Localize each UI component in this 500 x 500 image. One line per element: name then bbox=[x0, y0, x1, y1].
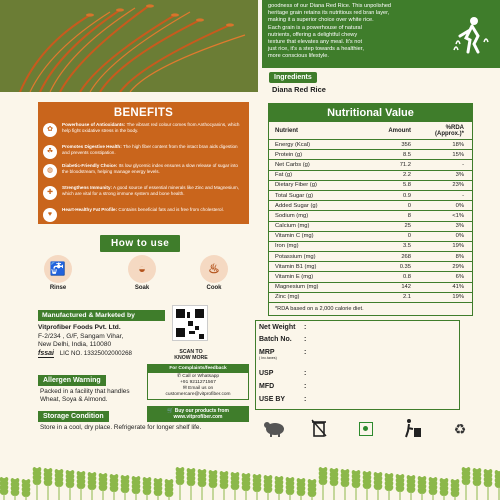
benefit-title: Heart-Healthy Fat Profile: bbox=[62, 207, 118, 212]
colon: : bbox=[304, 336, 307, 343]
description-line: texture that elevates any meal. It's not bbox=[268, 39, 363, 46]
net-weight-label: Net Weight bbox=[259, 324, 296, 331]
address-line-2: New Delhi, India, 110080 bbox=[38, 341, 112, 348]
ingredients-value: Diana Red Rice bbox=[272, 85, 326, 94]
nutrient-rda: 8% bbox=[414, 252, 472, 262]
nutrient-name: Magnesium (mg) bbox=[269, 282, 369, 292]
nutrient-name: Dietary Fiber (g) bbox=[269, 180, 369, 190]
nutrient-rda: 29% bbox=[414, 262, 472, 272]
use-by-row bbox=[259, 396, 307, 403]
nutrient-amount: 0.9 bbox=[369, 190, 414, 200]
nutrient-rda: <1% bbox=[414, 211, 472, 221]
qr-code[interactable] bbox=[172, 305, 208, 341]
nutrient-amount: 268 bbox=[369, 252, 414, 262]
description-line: goodness of our Diana Red Rice. This unpolished bbox=[268, 3, 392, 9]
nutrient-amount: 71.2 bbox=[369, 160, 414, 170]
benefit-text: Contains beneficial fats and is free from cholesterol. bbox=[117, 207, 224, 212]
nutrient-amount: 5.8 bbox=[369, 180, 414, 190]
website-link[interactable]: www.vitprofiber.com bbox=[173, 414, 223, 420]
company-name: Vitprofiber Foods Pvt. Ltd. bbox=[38, 324, 121, 331]
description-line: making it a superior choice over white rice. bbox=[268, 17, 374, 24]
buy-online-banner[interactable] bbox=[147, 406, 249, 422]
nutrient-name: Iron (mg) bbox=[269, 241, 369, 251]
nutrient-rda: 0% bbox=[414, 201, 472, 211]
description-line: just rice, it's a step towards a healthier, bbox=[268, 46, 364, 53]
benefit-text: Its low glycemic index ensures a slow release of sugar into the bloodstream, helping manage energy levels. bbox=[62, 163, 238, 174]
mrp-label: MRP bbox=[259, 349, 275, 356]
person-bin-icon bbox=[402, 418, 424, 440]
nutrient-rda: - bbox=[414, 160, 472, 170]
nutrient-rda: 19% bbox=[414, 241, 472, 251]
ingredients-label: Ingredients bbox=[269, 72, 317, 83]
nutrient-rda: 23% bbox=[414, 180, 472, 190]
nutrition-row bbox=[269, 231, 472, 241]
qr-caption-line: SCAN TO bbox=[179, 349, 203, 355]
antioxidant-icon: ✿ bbox=[43, 123, 57, 137]
nutrient-rda: 18% bbox=[414, 140, 472, 150]
nutrition-row bbox=[269, 180, 472, 190]
mfd-label: MFD bbox=[259, 383, 275, 390]
step-label: Soak bbox=[134, 285, 150, 291]
nutrition-row bbox=[269, 292, 472, 302]
allergen-line: Wheat, Soya & Almond. bbox=[40, 396, 108, 404]
nutrition-table bbox=[268, 103, 473, 316]
farmer-planting-icon bbox=[448, 14, 490, 56]
nutrition-row bbox=[269, 282, 472, 292]
usp-row bbox=[259, 370, 307, 377]
nutrition-row bbox=[269, 272, 472, 282]
nutrient-rda: 6% bbox=[414, 272, 472, 282]
colon: : bbox=[304, 396, 307, 403]
description-line: nutrients, offering a delightful chewy bbox=[268, 31, 358, 38]
manufacturer-block bbox=[38, 310, 165, 350]
allergen-text bbox=[40, 388, 150, 404]
heart-icon: ♥ bbox=[43, 208, 57, 222]
nutrition-row bbox=[269, 190, 472, 200]
nutrient-name: Fat (g) bbox=[269, 170, 369, 180]
fssai-logo: fssai bbox=[38, 350, 54, 357]
nutrition-title: Nutritional Value bbox=[269, 104, 472, 122]
step-soak bbox=[128, 255, 156, 291]
nutrition-row bbox=[269, 201, 472, 211]
nutrient-amount: 3.5 bbox=[369, 241, 414, 251]
address-line-1: F-2/234 , G/F, Sangam Vihar, bbox=[38, 332, 124, 340]
nutrient-rda: - bbox=[414, 190, 472, 200]
nutrient-amount: 142 bbox=[369, 282, 414, 292]
complaints-box bbox=[147, 364, 249, 400]
mrp-subtext: ( Inc.taxes) bbox=[259, 356, 277, 360]
phone-icon: ✆ bbox=[176, 374, 181, 379]
how-to-use-title: How to use bbox=[100, 235, 180, 252]
description-line: Each grain is a powerhouse of natural bbox=[268, 24, 362, 31]
phone-number[interactable]: +91 9211271567 bbox=[180, 380, 216, 385]
email-icon: ✉ bbox=[182, 386, 187, 391]
nutrient-amount: 8.5 bbox=[369, 150, 414, 160]
nutrient-amount: 8 bbox=[369, 211, 414, 221]
license-number: LIC NO. 13325002000268 bbox=[59, 350, 132, 357]
colon: : bbox=[304, 383, 307, 390]
benefit-text: The high fiber content from the intact bran aids digestion and prevents constipation. bbox=[62, 144, 238, 155]
call-label: Call or Whatsapp bbox=[182, 374, 220, 379]
digestion-icon: ☘ bbox=[43, 145, 57, 159]
header-nutrient: Nutrient bbox=[269, 122, 369, 140]
benefit-item bbox=[43, 185, 243, 196]
qr-caption bbox=[170, 349, 212, 361]
nutrient-name: Calcium (mg) bbox=[269, 221, 369, 231]
nutrient-amount: 0.35 bbox=[369, 262, 414, 272]
fssai-license bbox=[38, 350, 132, 358]
header-amount: Amount bbox=[369, 122, 414, 140]
dustbin-icon bbox=[308, 418, 330, 440]
nutrition-row bbox=[269, 170, 472, 180]
nutrient-name: Vitamin B1 (mg) bbox=[269, 262, 369, 272]
benefit-item bbox=[43, 122, 243, 133]
use-by-label: USE BY bbox=[259, 396, 286, 403]
step-cook bbox=[200, 255, 228, 291]
nutrient-rda: 0% bbox=[414, 231, 472, 241]
glucose-icon: ◍ bbox=[43, 164, 57, 178]
storage-text: Store in a cool, dry place. Refrigerate for longer shelf life. bbox=[40, 424, 202, 431]
certification-icons bbox=[255, 414, 477, 444]
nutrition-row bbox=[269, 262, 472, 272]
make-in-india-icon bbox=[261, 418, 283, 440]
colon: : bbox=[304, 324, 307, 331]
manufacturer-heading: Manufactured & Marketed by bbox=[38, 310, 165, 321]
nutrient-amount: 2.2 bbox=[369, 170, 414, 180]
nutrient-amount: 0 bbox=[369, 201, 414, 211]
email-address[interactable]: customercare@vitprofiber.com bbox=[165, 392, 231, 397]
benefit-title: Strengthens Immunity: bbox=[62, 185, 113, 190]
colon: : bbox=[304, 370, 307, 377]
colon: : bbox=[304, 349, 307, 356]
nutrition-row bbox=[269, 150, 472, 160]
immunity-icon: ✚ bbox=[43, 186, 57, 200]
batch-info-box bbox=[255, 320, 460, 410]
nutrient-rda: 41% bbox=[414, 282, 472, 292]
benefit-item bbox=[43, 144, 243, 155]
nutrition-row bbox=[269, 221, 472, 231]
rda-footnote: *RDA based on a 2,000 calorie diet. bbox=[275, 306, 364, 312]
nutrient-name: Energy (Kcal) bbox=[269, 140, 369, 150]
allergen-line: Packed in a facility that handles bbox=[40, 388, 130, 395]
nutrient-name: Protein (g) bbox=[269, 150, 369, 160]
benefit-title: Promotes Digestive Health: bbox=[62, 144, 122, 149]
wheat-field-border bbox=[0, 462, 500, 500]
mfd-row bbox=[259, 383, 307, 390]
nutrient-amount: 0.8 bbox=[369, 272, 414, 282]
qr-caption-line: KNOW MORE bbox=[174, 355, 208, 362]
complaints-heading: For Complaints/feedback bbox=[148, 365, 248, 373]
veg-mark-icon bbox=[355, 418, 377, 440]
rice-plant-photo bbox=[0, 0, 258, 92]
storage-title: Storage Condition bbox=[38, 411, 109, 422]
cooking-pot-icon: ♨ bbox=[200, 255, 228, 283]
nutrient-name: Vitamin C (mg) bbox=[269, 231, 369, 241]
soak-bowl-icon: ◒ bbox=[128, 255, 156, 283]
rice-stalks-illustration bbox=[0, 0, 258, 92]
product-description-panel bbox=[262, 0, 500, 68]
usp-label: USP bbox=[259, 370, 274, 377]
nutrient-rda: 19% bbox=[414, 292, 472, 302]
nutrient-rda: 15% bbox=[414, 150, 472, 160]
nutrient-name: Total Sugar (g) bbox=[269, 190, 369, 200]
benefits-panel bbox=[38, 102, 249, 224]
nutrient-rda: 3% bbox=[414, 221, 472, 231]
nutrition-row bbox=[269, 140, 472, 150]
batch-no-label: Batch No. bbox=[259, 336, 292, 343]
benefit-item bbox=[43, 207, 243, 218]
nutrition-row bbox=[269, 241, 472, 251]
benefit-item bbox=[43, 163, 243, 174]
nutrient-name: Added Sugar (g) bbox=[269, 201, 369, 211]
nutrient-amount: 2.1 bbox=[369, 292, 414, 302]
step-label: Rinse bbox=[49, 285, 67, 291]
nutrient-rda: 3% bbox=[414, 170, 472, 180]
nutrient-name: Sodium (mg) bbox=[269, 211, 369, 221]
benefits-title: BENEFITS bbox=[113, 107, 174, 119]
nutrient-name: Vitamin E (mg) bbox=[269, 272, 369, 282]
nutrient-name: Zinc (mg) bbox=[269, 292, 369, 302]
benefit-title: Diabetic-Friendly Choice: bbox=[62, 163, 118, 168]
benefit-text: The vibrant red colour comes from Anthocyanins, which help fight oxidative stress in the body. bbox=[62, 122, 240, 133]
step-rinse bbox=[44, 255, 72, 291]
mrp-row bbox=[259, 349, 307, 360]
nutrient-name: Potassium (mg) bbox=[269, 252, 369, 262]
benefit-text: A good source of essential minerals like Zinc and Magnesium, which are vital for a strong immune system and bone health. bbox=[62, 185, 239, 196]
nutrition-row bbox=[269, 211, 472, 221]
recycle-icon: ♻ bbox=[453, 421, 467, 437]
nutrition-row bbox=[269, 160, 472, 170]
nutrient-name: Net Carbs (g) bbox=[269, 160, 369, 170]
header-rda: %RDA (Approx.)* bbox=[414, 122, 472, 140]
nutrition-row bbox=[269, 252, 472, 262]
buy-line-1: Buy our products from bbox=[174, 408, 229, 414]
step-label: Cook bbox=[206, 285, 222, 291]
nutrient-amount: 25 bbox=[369, 221, 414, 231]
cart-icon: 🛒 bbox=[167, 408, 174, 414]
benefit-title: Powerhouse of Antioxidants: bbox=[62, 122, 126, 127]
allergen-title: Allergen Warning bbox=[38, 375, 106, 386]
nutrient-amount: 0 bbox=[369, 231, 414, 241]
tap-icon: 🚰 bbox=[44, 255, 72, 283]
nutrient-amount: 356 bbox=[369, 140, 414, 150]
email-label: Email us on bbox=[188, 386, 214, 391]
net-weight-row bbox=[259, 324, 307, 331]
batch-no-row bbox=[259, 336, 307, 343]
description-line: more conscious lifestyle. bbox=[268, 53, 329, 60]
description-line: heritage grain retains its nutritious red bran layer, bbox=[268, 10, 390, 17]
